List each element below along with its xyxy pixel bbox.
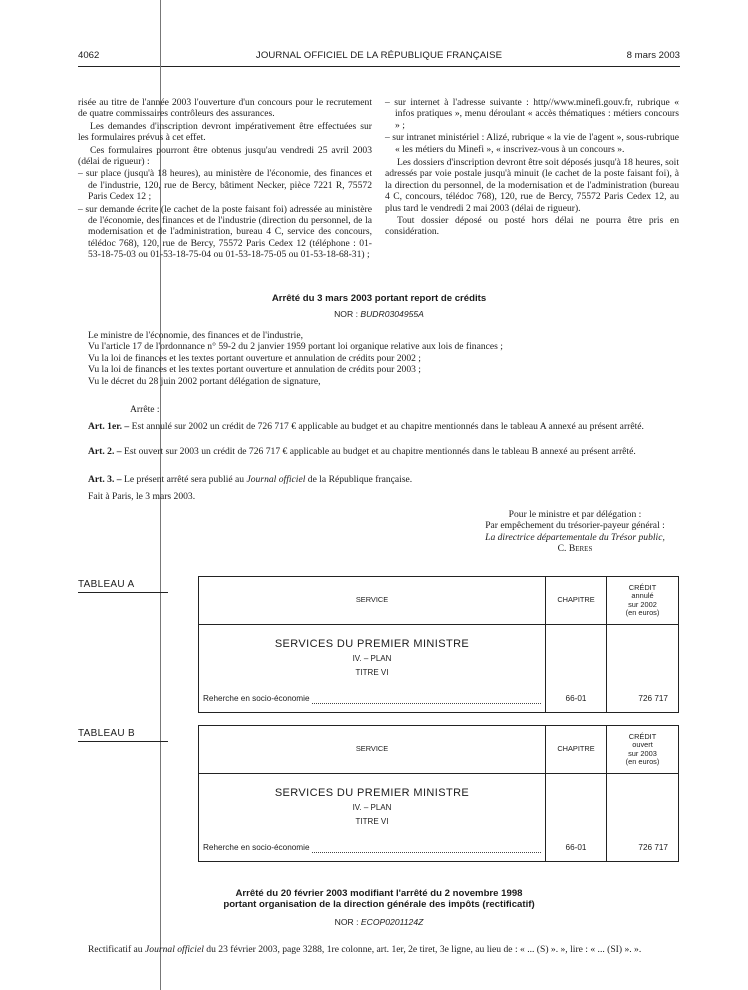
- paragraph: Les dossiers d'inscription devront être soit déposés jusqu'à 18 heures, soit adressés par voie postale jusqu'à minuit (le cachet de la poste faisant foi), à la direction du personnel, de la modernisation et de l'administration (bureau 4 C, concours, télédoc 768), 120, rue de Bercy, 75572 Paris Cedex 12, au plus tard le vendredi 2 mai 2003 (délai de rigueur).: [385, 157, 679, 214]
- table-row: [203, 842, 541, 853]
- credit-cell: [607, 774, 679, 862]
- tableau-a: [198, 576, 679, 713]
- nor-label: NOR :: [334, 309, 361, 319]
- nor-reference: [78, 309, 680, 320]
- visa-line: Vu l'article 17 de l'ordonnance n° 59-2 du 2 janvier 1959 portant loi organique relative aux lois de finances ;: [88, 341, 503, 353]
- paragraph: Ces formulaires pourront être obtenus jusqu'au vendredi 25 avril 2003 (délai de rigueur) :: [78, 144, 372, 168]
- row-label: Reherche en socio-économie: [203, 842, 310, 852]
- left-column: [78, 97, 372, 262]
- chapitre-cell: [546, 625, 607, 713]
- journal-name: Journal officiel: [145, 944, 204, 955]
- section-subtitle: IV. – PLAN: [352, 803, 392, 813]
- signature-block: [455, 509, 695, 555]
- article-text: Le présent arrêté sera publié au: [121, 474, 247, 485]
- article-label: Art. 3. –: [88, 474, 122, 485]
- chapitre-cell: [546, 774, 607, 862]
- header-service: SERVICE: [199, 726, 546, 774]
- nor-code: BUDR0304955A: [360, 309, 424, 319]
- header-credit: [607, 726, 679, 774]
- header-credit-line: annulé: [631, 591, 654, 600]
- tableau-a-rule: [78, 592, 168, 593]
- service-cell: [199, 625, 546, 713]
- list-item: – sur place (jusqu'à 18 heures), au ministère de l'économie, des finances et de l'industrie, 120, rue de Bercy, bâtiment Necker, pièce 7221 R, 75572 Paris Cedex 12 ;: [78, 168, 372, 203]
- article-text: Est annulé sur 2002 un crédit de 726 717 € applicable au budget et au chapitre mentionnés dans le tableau A annexé au présent arrêté.: [129, 421, 644, 432]
- leader-dots: [312, 845, 542, 853]
- section-subtitle: IV. – PLAN: [352, 654, 392, 664]
- leader-dots: [312, 696, 542, 704]
- rectificatif-text: Rectificatif au: [88, 944, 146, 955]
- list-item: – sur demande écrite (le cachet de la poste faisant foi) adressée au ministère de l'économie, des finances et de l'industrie (direction du personnel, de la modernisation et de l'administration, bureau 4 C, service des concours, télédoc 768), 120, rue de Bercy, 75572 Paris Cedex 12 (téléphone : 01-53-18-75-03 ou 01-53-18-75-04 ou 01-53-18-75-05 ou 01-53-18-68-31) ;: [78, 203, 372, 261]
- header-credit-line: sur 2002: [628, 599, 657, 609]
- article-3: [78, 474, 680, 485]
- signature-line: Par empêchement du trésorier-payeur général :: [485, 520, 665, 532]
- issue-date: 8 mars 2003: [626, 50, 680, 61]
- tableau-b-label: TABLEAU B: [78, 728, 135, 739]
- article-2: [78, 446, 680, 457]
- section-title: SERVICES DU PREMIER MINISTRE: [274, 787, 470, 799]
- article-label: Art. 2. –: [88, 446, 122, 457]
- nor-label: NOR :: [334, 917, 361, 927]
- right-column: [385, 97, 679, 239]
- section-subtitle: TITRE VI: [355, 668, 389, 678]
- tableau-b: [198, 725, 679, 862]
- journal-title: JOURNAL OFFICIEL DE LA RÉPUBLIQUE FRANÇAISE: [255, 50, 503, 61]
- arrete-title: Arrêté du 3 mars 2003 portant report de crédits: [271, 293, 487, 304]
- row-credit: 726 717: [638, 693, 668, 703]
- list-item: – sur intranet ministériel : Alizé, rubrique « la vie de l'agent », sous-rubrique « les métiers du Minefi », « inscrivez-vous à un concours ».: [385, 132, 679, 155]
- visa-line: Le ministre de l'économie, des finances et de l'industrie,: [88, 330, 303, 341]
- header-credit-line: ouvert: [632, 740, 653, 749]
- tableau-a-label: TABLEAU A: [78, 579, 135, 590]
- visa-line: Vu la loi de finances et les textes portant ouverture et annulation de crédits pour 2003 ;: [88, 364, 421, 376]
- signatory-name: C. Beres: [557, 543, 593, 555]
- paragraph: Les demandes d'inscription devront impérativement être effectuées sur les formulaires prévus à cet effet.: [78, 120, 372, 144]
- header-credit-line: (en euros): [625, 608, 660, 617]
- header-chapitre: CHAPITRE: [546, 577, 607, 625]
- row-credit: 726 717: [638, 842, 668, 852]
- paragraph: Tout dossier déposé ou posté hors délai ne pourra être pris en considération.: [385, 215, 679, 238]
- signature-line: Pour le ministre et par délégation :: [508, 509, 642, 520]
- article-text: Est ouvert sur 2003 un crédit de 726 717 € applicable au budget et au chapitre mentionnés dans le tableau B annexé au présent arrêté.: [121, 446, 636, 457]
- signature-line: La directrice départementale du Trésor public,: [485, 531, 665, 543]
- credit-cell: [607, 625, 679, 713]
- article-1: [78, 421, 680, 432]
- header-credit: [607, 577, 679, 625]
- service-cell: [199, 774, 546, 862]
- row-chapitre: 66-01: [565, 693, 587, 703]
- header-rule: [78, 66, 680, 67]
- header-credit-line: sur 2003: [628, 748, 657, 758]
- header-service: SERVICE: [199, 577, 546, 625]
- fait-a-paris: Fait à Paris, le 3 mars 2003.: [88, 491, 196, 502]
- nor-code: ECOP0201124Z: [360, 917, 424, 927]
- header-chapitre: CHAPITRE: [546, 726, 607, 774]
- list-item: – sur internet à l'adresse suivante : http//www.minefi.gouv.fr, rubrique « infos pratiques », menu déroulant « accès thématiques : métiers concours » ;: [385, 97, 679, 131]
- nor-reference: [78, 917, 680, 928]
- tableau-b-rule: [78, 741, 168, 742]
- paragraph: risée au titre de l'année 2003 l'ouverture d'un concours pour le recrutement de quatre commissaires contrôleurs des assurances.: [78, 97, 372, 120]
- arrete-word: Arrête :: [130, 404, 160, 415]
- row-label: Reherche en socio-économie: [203, 693, 310, 703]
- visa-line: Vu la loi de finances et les textes portant ouverture et annulation de crédits pour 2002 ;: [88, 352, 421, 364]
- header-credit-line: CRÉDIT: [628, 582, 657, 592]
- visas-block: [88, 330, 680, 387]
- section-subtitle: TITRE VI: [355, 817, 389, 827]
- row-chapitre: 66-01: [565, 842, 587, 852]
- page-number: 4062: [78, 50, 100, 61]
- visa-line: Vu le décret du 28 juin 2002 portant délégation de signature,: [88, 375, 321, 387]
- header-credit-line: (en euros): [625, 757, 660, 766]
- section-title: SERVICES DU PREMIER MINISTRE: [274, 638, 470, 650]
- article-label: Art. 1er. –: [88, 421, 130, 432]
- arrete-title-line: portant organisation de la direction générale des impôts (rectificatif): [223, 899, 535, 910]
- arrete-title: [78, 888, 680, 910]
- journal-name: Journal officiel: [246, 474, 306, 485]
- arrete-title-line: Arrêté du 20 février 2003 modifiant l'arrêté du 2 novembre 1998: [235, 888, 523, 899]
- page-header: [78, 50, 680, 64]
- rectificatif-text: du 23 février 2003, page 3288, 1re colonne, art. 1er, 2e tiret, 3e ligne, au lieu de : « ... (S) ». », lire : « ... (SI) ». ».: [203, 944, 642, 955]
- rectificatif: [78, 944, 680, 955]
- article-text: de la République française.: [305, 474, 413, 485]
- header-credit-line: CRÉDIT: [628, 731, 657, 741]
- table-row: [203, 693, 541, 704]
